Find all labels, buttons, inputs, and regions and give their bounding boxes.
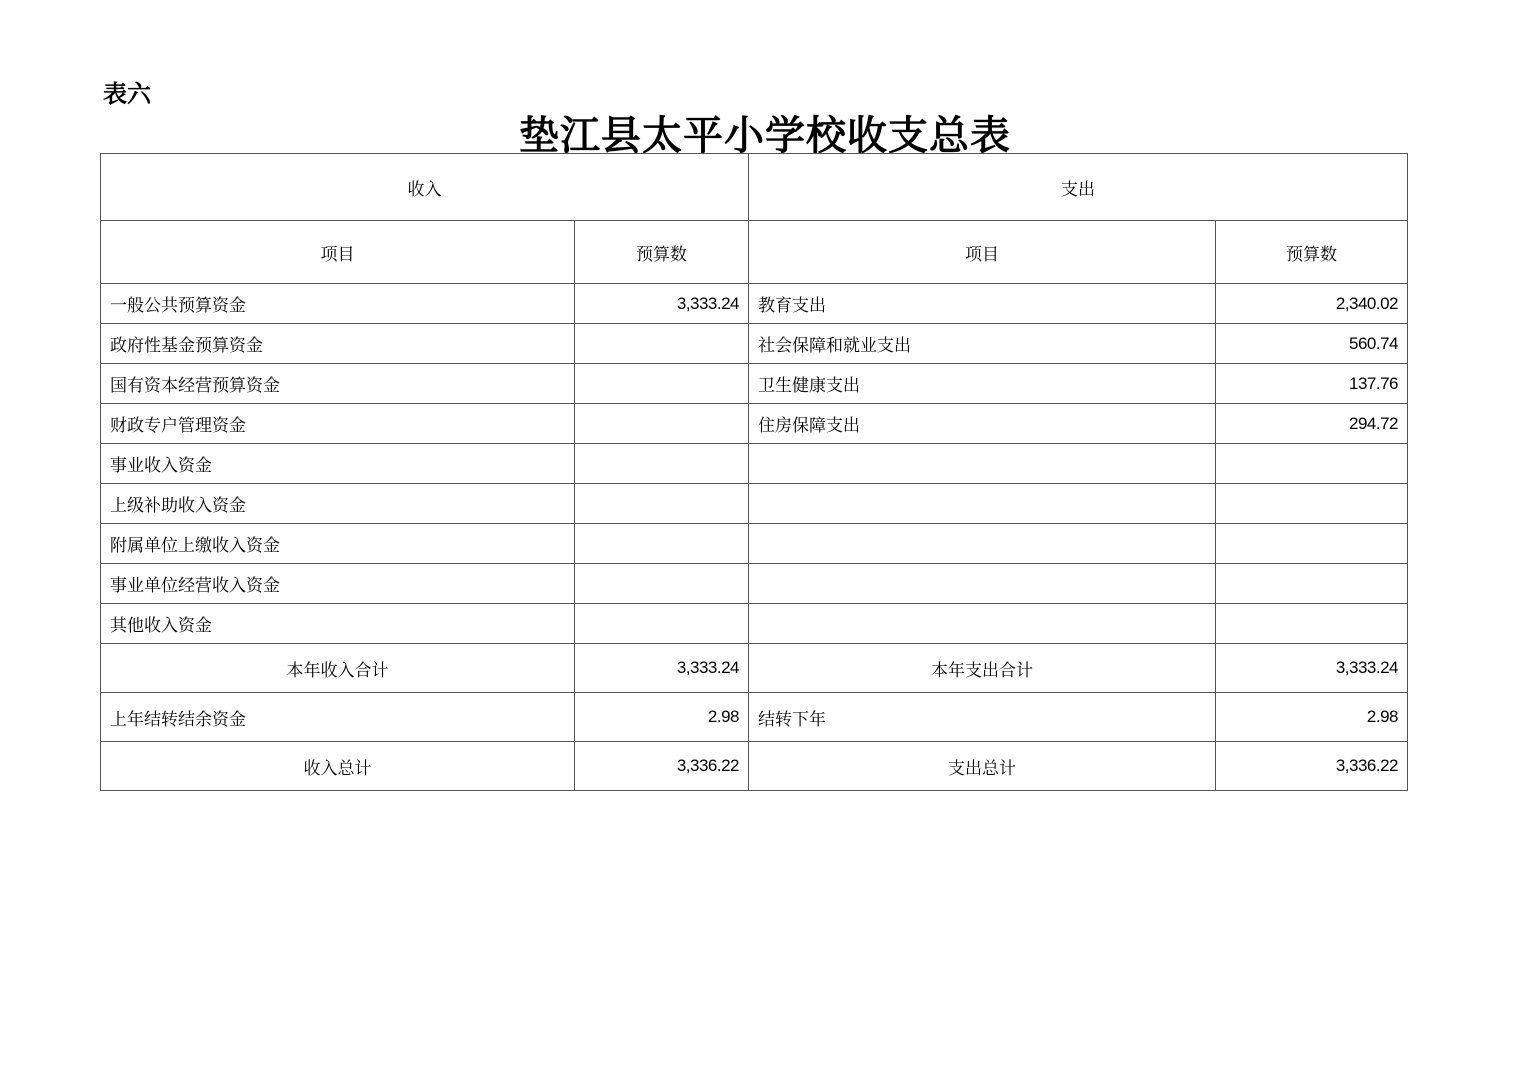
expense-budget-cell [1216,444,1408,484]
expense-item-header: 项目 [749,221,1216,284]
expense-subtotal-label: 本年支出合计 [749,644,1216,693]
income-subtotal-value: 3,333.24 [575,644,749,693]
table-row [101,564,1408,604]
expense-total-value: 3,336.22 [1216,742,1408,791]
income-budget-cell [575,324,749,364]
expense-budget-cell [1216,564,1408,604]
expense-budget-cell: 137.76 [1216,364,1408,404]
table-row [101,404,1408,444]
total-row [101,742,1408,791]
income-item-cell: 附属单位上缴收入资金 [101,524,575,564]
expense-header: 支出 [749,154,1408,221]
expense-item-cell [749,484,1216,524]
expense-budget-cell [1216,604,1408,644]
carryover-row [101,693,1408,742]
income-budget-cell [575,444,749,484]
income-item-cell: 一般公共预算资金 [101,284,575,324]
income-item-cell: 国有资本经营预算资金 [101,364,575,404]
expense-carryover-value: 2.98 [1216,693,1408,742]
expense-subtotal-value: 3,333.24 [1216,644,1408,693]
expense-item-cell: 卫生健康支出 [749,364,1216,404]
expense-total-label: 支出总计 [749,742,1216,791]
expense-item-cell: 教育支出 [749,284,1216,324]
income-header: 收入 [101,154,749,221]
income-budget-cell: 3,333.24 [575,284,749,324]
table-row [101,324,1408,364]
expense-budget-cell: 560.74 [1216,324,1408,364]
expense-budget-cell: 2,340.02 [1216,284,1408,324]
expense-budget-cell [1216,484,1408,524]
table-row [101,604,1408,644]
header-row-sections [101,154,1408,221]
income-item-cell: 事业收入资金 [101,444,575,484]
income-budget-cell [575,524,749,564]
income-budget-header: 预算数 [575,221,749,284]
expense-item-cell [749,524,1216,564]
table-row [101,284,1408,324]
income-budget-cell [575,484,749,524]
income-budget-cell [575,604,749,644]
income-subtotal-label: 本年收入合计 [101,644,575,693]
expense-item-cell [749,604,1216,644]
income-budget-cell [575,404,749,444]
table-row [101,444,1408,484]
income-total-value: 3,336.22 [575,742,749,791]
expense-item-cell: 社会保障和就业支出 [749,324,1216,364]
income-budget-cell [575,364,749,404]
income-carryover-label: 上年结转结余资金 [101,693,575,742]
expense-budget-cell: 294.72 [1216,404,1408,444]
income-item-cell: 财政专户管理资金 [101,404,575,444]
income-budget-cell [575,564,749,604]
income-item-cell: 其他收入资金 [101,604,575,644]
income-expense-table [100,153,1408,791]
expense-budget-cell [1216,524,1408,564]
income-carryover-value: 2.98 [575,693,749,742]
expense-budget-header: 预算数 [1216,221,1408,284]
table-row [101,484,1408,524]
page-title: 垫江县太平小学校收支总表 [519,112,1011,159]
income-item-cell: 政府性基金预算资金 [101,324,575,364]
income-item-header: 项目 [101,221,575,284]
table-row [101,364,1408,404]
income-total-label: 收入总计 [101,742,575,791]
income-item-cell: 事业单位经营收入资金 [101,564,575,604]
income-item-cell: 上级补助收入资金 [101,484,575,524]
table-number-label: 表六 [103,80,151,108]
header-row-columns [101,221,1408,284]
subtotal-row [101,644,1408,693]
table-row [101,524,1408,564]
expense-item-cell [749,564,1216,604]
expense-item-cell [749,444,1216,484]
expense-carryover-label: 结转下年 [749,693,1216,742]
expense-item-cell: 住房保障支出 [749,404,1216,444]
